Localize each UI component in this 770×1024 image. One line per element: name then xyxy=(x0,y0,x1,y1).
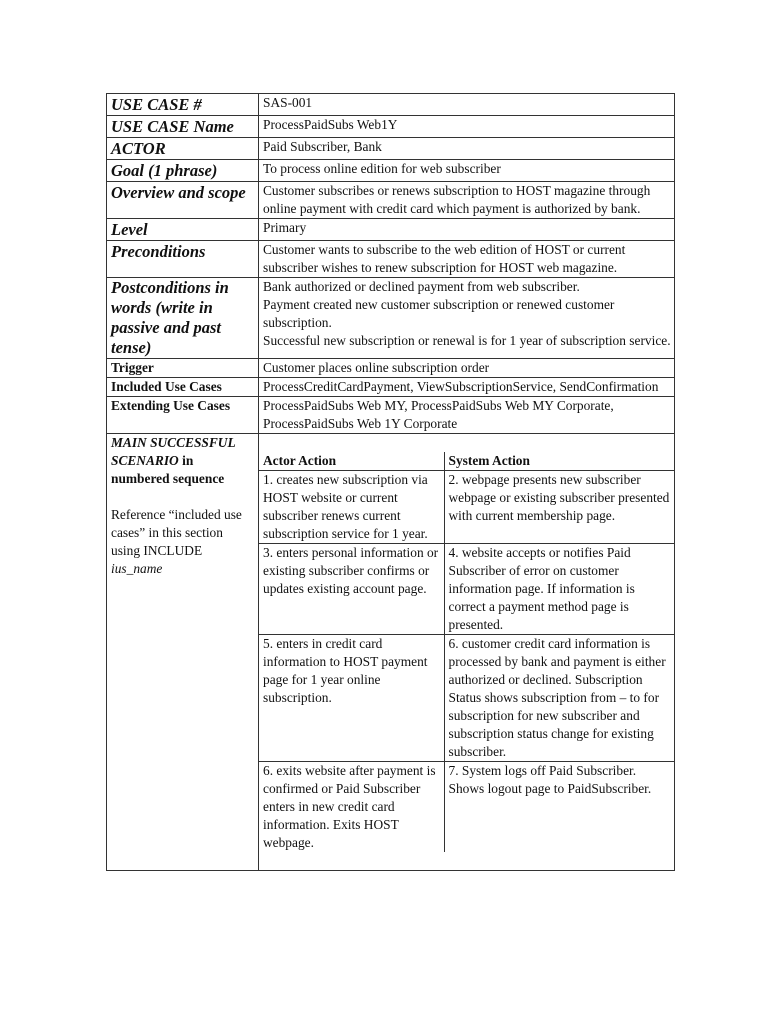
step-row xyxy=(259,544,675,635)
row-trigger xyxy=(107,359,675,378)
level-value: Primary xyxy=(259,219,675,241)
row-preconditions xyxy=(107,241,675,278)
actor-step: 3. enters personal information or existing subscriber confirms or updates existing account page. xyxy=(259,544,444,635)
step-row xyxy=(259,762,675,853)
postconditions-value: Bank authorized or declined payment from web subscriber. Payment created new customer subscription or renewed customer subscription. Successful new subscription or renewal is for 1 year of subscription service. xyxy=(259,278,675,359)
goal-label: Goal (1 phrase) xyxy=(107,160,259,182)
actor-action-header: Actor Action xyxy=(259,452,444,471)
row-goal xyxy=(107,160,675,182)
use-case-number-label: USE CASE # xyxy=(107,94,259,116)
step-row xyxy=(259,635,675,762)
goal-value: To process online edition for web subscriber xyxy=(259,160,675,182)
scenario-steps-table xyxy=(259,452,675,852)
step-row xyxy=(259,471,675,544)
actor-step: 1. creates new subscription via HOST website or current subscriber renews current subscription service for 1 year. xyxy=(259,471,444,544)
row-main-scenario xyxy=(107,434,675,871)
included-use-cases-value: ProcessCreditCardPayment, ViewSubscriptionService, SendConfirmation xyxy=(259,378,675,397)
system-step: 2. webpage presents new subscriber webpage or existing subscriber presented with current membership page. xyxy=(444,471,675,544)
system-step: 7. System logs off Paid Subscriber. Shows logout page to PaidSubscriber. xyxy=(444,762,675,853)
system-action-header: System Action xyxy=(444,452,675,471)
included-use-cases-label: Included Use Cases xyxy=(107,378,259,397)
row-use-case-name xyxy=(107,116,675,138)
row-actor xyxy=(107,138,675,160)
main-scenario-in: in xyxy=(182,453,194,468)
system-step: 6. customer credit card information is processed by bank and payment is either authorized or declined. Subscription Status shows subscription from – to for subscription for new subscriber and subscription status change for existing subscriber. xyxy=(444,635,675,762)
level-label: Level xyxy=(107,219,259,241)
actor-label: ACTOR xyxy=(107,138,259,160)
steps-header-row xyxy=(259,452,675,471)
extending-use-cases-value: ProcessPaidSubs Web MY, ProcessPaidSubs Web MY Corporate, ProcessPaidSubs Web 1Y Corporate xyxy=(259,397,675,434)
actor-step: 5. enters in credit card information to HOST payment page for 1 year online subscription. xyxy=(259,635,444,762)
main-scenario-reference-italic: ius_name xyxy=(111,561,163,576)
main-scenario-label xyxy=(107,434,259,871)
trigger-label: Trigger xyxy=(107,359,259,378)
overview-value: Customer subscribes or renews subscription to HOST magazine through online payment with credit card which payment is authorized by bank. xyxy=(259,182,675,219)
system-step: 4. website accepts or notifies Paid Subscriber of error on customer information page. If information is correct a payment method page is presented. xyxy=(444,544,675,635)
row-extending-use-cases xyxy=(107,397,675,434)
trigger-value: Customer places online subscription order xyxy=(259,359,675,378)
actor-value: Paid Subscriber, Bank xyxy=(259,138,675,160)
row-overview xyxy=(107,182,675,219)
use-case-table xyxy=(106,93,675,871)
row-use-case-number xyxy=(107,94,675,116)
preconditions-label: Preconditions xyxy=(107,241,259,278)
preconditions-value: Customer wants to subscribe to the web edition of HOST or current subscriber wishes to renew subscription for HOST web magazine. xyxy=(259,241,675,278)
overview-label: Overview and scope xyxy=(107,182,259,219)
main-scenario-title: MAIN SUCCESSFUL SCENARIO xyxy=(111,435,236,468)
row-included-use-cases xyxy=(107,378,675,397)
actor-step: 6. exits website after payment is confirmed or Paid Subscriber enters in new credit card information. Exits HOST webpage. xyxy=(259,762,444,853)
scenario-steps-cell xyxy=(259,434,675,871)
extending-use-cases-label: Extending Use Cases xyxy=(107,397,259,434)
row-postconditions xyxy=(107,278,675,359)
main-scenario-reference: Reference “included use cases” in this section using INCLUDE xyxy=(111,507,242,558)
row-level xyxy=(107,219,675,241)
use-case-number-value: SAS-001 xyxy=(259,94,675,116)
use-case-name-value: ProcessPaidSubs Web1Y xyxy=(259,116,675,138)
postconditions-label: Postconditions in words (write in passive and past tense) xyxy=(107,278,259,359)
use-case-name-label: USE CASE Name xyxy=(107,116,259,138)
main-scenario-sequence: numbered sequence xyxy=(111,471,225,486)
